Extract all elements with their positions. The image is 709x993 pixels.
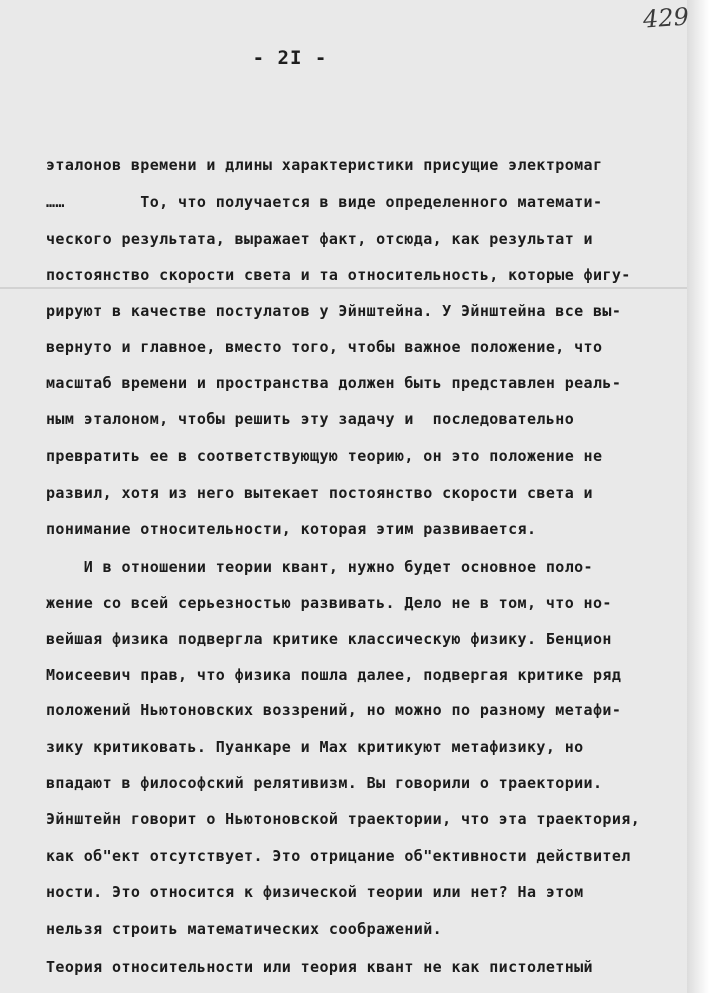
text-line: эталонов времени и длины характеристики присущие электромаг <box>46 156 603 174</box>
page-number: - 2I - <box>252 47 328 69</box>
text-line: И в отношении теории квант, нужно будет основное поло- <box>46 558 593 576</box>
text-line: вейшая физика подвергла критике классическую физику. Бенцион <box>46 630 612 648</box>
text-line: жение со всей серьезностью развивать. Дело не в том, что но- <box>46 594 612 612</box>
text-line: ности. Это относится к физической теории или нет? На этом <box>46 883 584 901</box>
text-line: постоянство скорости света и та относительность, которые фигу- <box>46 266 631 284</box>
text-line: рируют в качестве постулатов у Эйнштейна. У Эйнштейна все вы- <box>46 302 622 320</box>
text-line: развил, хотя из него вытекает постоянство скорости света и <box>46 484 593 502</box>
text-line: зику критиковать. Пуанкаре и Мах критикуют метафизику, но <box>46 738 584 756</box>
text-line: Эйнштейн говорит о Ньютоновской траектории, что эта траектория, <box>46 810 641 828</box>
text-line: впадают в философский релятивизм. Вы говорили о траектории. <box>46 774 603 792</box>
text-line: Моисеевич прав, что физика пошла далее, подвергая критике ряд <box>46 666 622 684</box>
text-line: как об"ект отсутствует. Это отрицание об"ективности действител <box>46 847 631 865</box>
text-line: нельзя строить математических соображений. <box>46 920 443 938</box>
text-line: ным эталоном, чтобы решить эту задачу и последовательно <box>46 410 575 428</box>
text-line: …… То, что получается в виде определенного математи- <box>46 193 603 211</box>
text-line: Теория относительности или теория квант не как пистолетный <box>46 958 593 976</box>
text-line: положений Ньютоновских воззрений, но можно по разному метафи- <box>46 701 622 719</box>
text-line: масштаб времени и пространства должен быть представлен реаль- <box>46 374 622 392</box>
text-line: понимание относительности, которая этим развивается. <box>46 520 537 538</box>
text-line: ческого результата, выражает факт, отсюда, как результат и <box>46 230 593 248</box>
text-line: превратить ее в соответствующую теорию, он это положение не <box>46 447 603 465</box>
archive-page-number: 429 <box>642 2 690 34</box>
text-line: вернуто и главное, вместо того, чтобы важное положение, что <box>46 338 603 356</box>
